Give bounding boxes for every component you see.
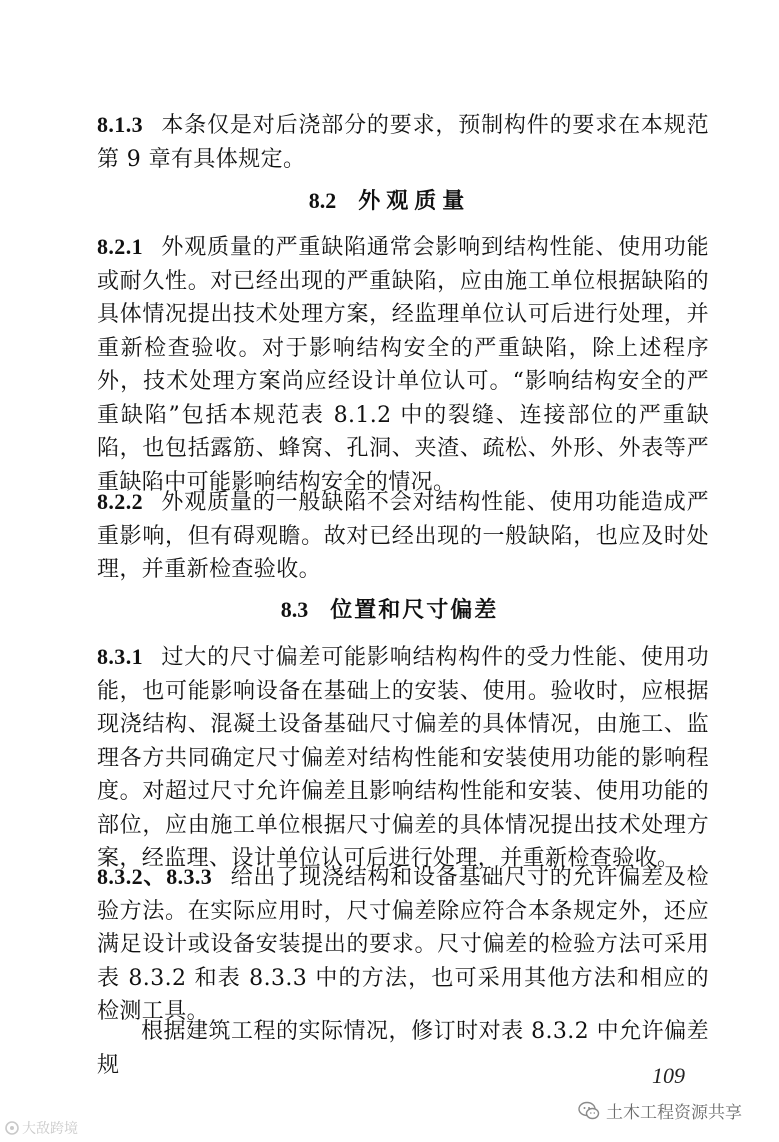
clause-8-2-1	[97, 230, 709, 499]
clause-text: 本条仅是对后浇部分的要求，预制构件的要求在本规范第 9 章有具体规定。	[97, 113, 709, 172]
clause-8-2-2	[97, 485, 709, 587]
clause-number: 8.2.2	[97, 489, 143, 514]
watermark-left-text: 大敌跨境	[22, 1121, 78, 1137]
section-title: 位置和尺寸偏差	[330, 598, 499, 623]
circle-logo-icon	[4, 1120, 20, 1136]
clause-8-3-1	[97, 640, 709, 876]
wechat-icon	[578, 1101, 600, 1121]
clause-number: 8.3.1	[97, 644, 143, 669]
page-number: 109	[652, 1063, 685, 1088]
section-number: 8.3	[280, 597, 309, 622]
clause-8-3-2-8-3-3	[97, 860, 709, 1029]
watermark-left	[4, 1118, 78, 1138]
clause-8-1-3	[97, 108, 709, 176]
paragraph-text: 根据建筑工程的实际情况，修订时对表 8.3.2 中允许偏差规	[97, 1019, 709, 1078]
section-title: 外观质量	[358, 189, 471, 214]
clause-text: 给出了现浇结构和设备基础尺寸的允许偏差及检验方法。在实际应用时，尺寸偏差除应符合本条规定外，还应满足设计或设备安装提出的要求。尺寸偏差的检验方法可采用表 8.3.2 和表 8.3.3 中的方法，也可采用其他方法和相应的检测工具。	[97, 865, 709, 1024]
watermark-right-text: 土木工程资源共享	[606, 1103, 742, 1123]
clause-text: 外观质量的一般缺陷不会对结构性能、使用功能造成严重影响，但有碍观瞻。故对已经出现的一般缺陷，也应及时处理，并重新检查验收。	[97, 490, 709, 582]
section-number: 8.2	[308, 188, 337, 213]
clause-number: 8.2.1	[97, 234, 143, 259]
clause-number: 8.3.2、8.3.3	[97, 864, 213, 889]
clause-text: 过大的尺寸偏差可能影响结构构件的受力性能、使用功能，也可能影响设备在基础上的安装、使用。验收时，应根据现浇结构、混凝土设备基础尺寸偏差的具体情况，由施工、监理各方共同确定尺寸偏差对结构性能和安装使用功能的影响程度。对超过尺寸允许偏差且影响结构性能和安装、使用功能的部位，应由施工单位根据尺寸偏差的具体情况提出技术处理方案，经监理、设计单位认可后进行处理，并重新检查验收。	[97, 645, 709, 871]
clause-number: 8.1.3	[97, 112, 143, 137]
watermark-right	[578, 1098, 742, 1123]
section-heading-8-2	[0, 186, 779, 217]
clause-text: 外观质量的严重缺陷通常会影响到结构性能、使用功能或耐久性。对已经出现的严重缺陷，应由施工单位根据缺陷的具体情况提出技术处理方案，经监理单位认可后进行处理，并重新检查验收。对于影响结构安全的严重缺陷，除上述程序外，技术处理方案尚应经设计单位认可。“影响结构安全的严重缺陷”包括本规范表 8.1.2 中的裂缝、连接部位的严重缺陷，也包括露筋、蜂窝、孔洞、夹渣、疏松、外形、外表等严重缺陷中可能影响结构安全的情况。	[97, 235, 709, 495]
paragraph-continuation	[97, 1015, 709, 1082]
section-heading-8-3	[0, 595, 779, 626]
